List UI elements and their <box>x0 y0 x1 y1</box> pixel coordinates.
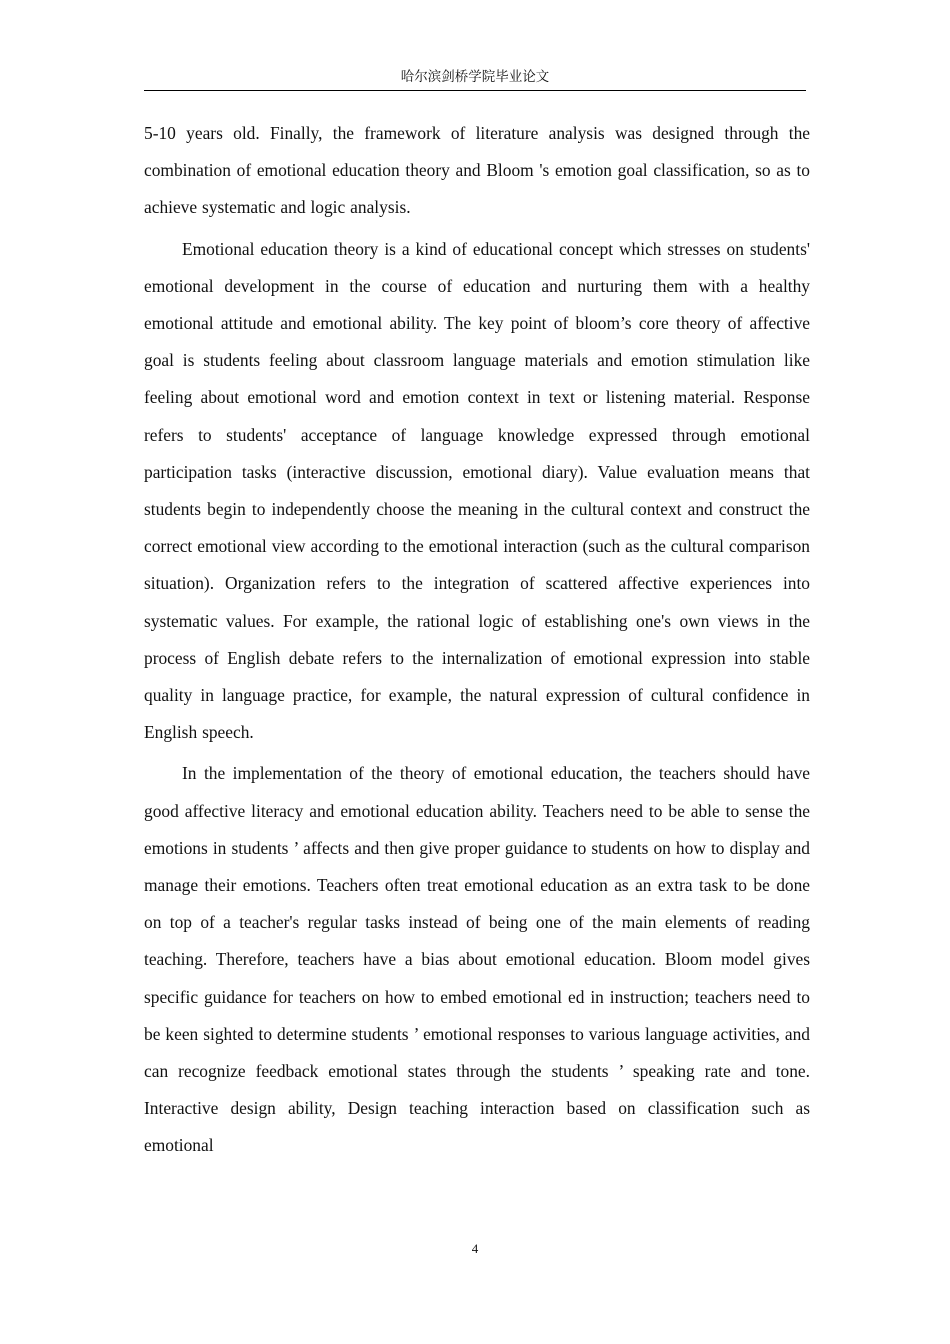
paragraph-emotional-education-theory: Emotional education theory is a kind of educational concept which stresses on students' emotional development in the course of education and nurturing them with a healthy emotional attitude and emotional ability. The key point of bloom’s core theory of affective goal is students feeling about classroom language materials and emotion stimulation like feeling about emotional word and emotion context in text or listening material. Response refers to students' acceptance of language knowledge expressed through emotional participation tasks (interactive discussion, emotional diary). Value evaluation means that students begin to independently choose the meaning in the cultural context and construct the correct emotional view according to the emotional interaction (such as the cultural comparison situation). Organization refers to the integration of scattered affective experiences into systematic values. For example, the rational logic of establishing one's own views in the process of English debate refers to the internalization of emotional expression into stable quality in language practice, for example, the natural expression of cultural confidence in English speech. <box>144 238 810 743</box>
paragraph-implementation: In the implementation of the theory of emotional education, the teachers should have good affective literacy and emotional education ability. Teachers need to be able to sense the emotions in students ’ affects and then give proper guidance to students on how to display and manage their emotions. Teachers often treat emotional education as an extra task to be done on top of a teacher's regular tasks instead of being one of the main elements of reading teaching. Therefore, teachers have a bias about emotional education. Bloom model gives specific guidance for teachers on how to embed emotional ed in instruction; teachers need to be keen sighted to determine students ’ emotional responses to various language activities, and can recognize feedback emotional states through the students ’ speaking rate and tone. Interactive design ability, Design teaching interaction based on classification such as emotional <box>144 763 810 1156</box>
body-text <box>144 115 810 1165</box>
paragraph-continued: 5-10 years old. Finally, the framework of literature analysis was designed through the combination of emotional education theory and Bloom 's emotion goal classification, so as to achieve systematic and logic analysis. <box>144 123 810 218</box>
page-header <box>144 66 806 91</box>
header-title: 哈尔滨剑桥学院毕业论文 <box>400 69 550 85</box>
page-number: 4 <box>471 1241 479 1256</box>
